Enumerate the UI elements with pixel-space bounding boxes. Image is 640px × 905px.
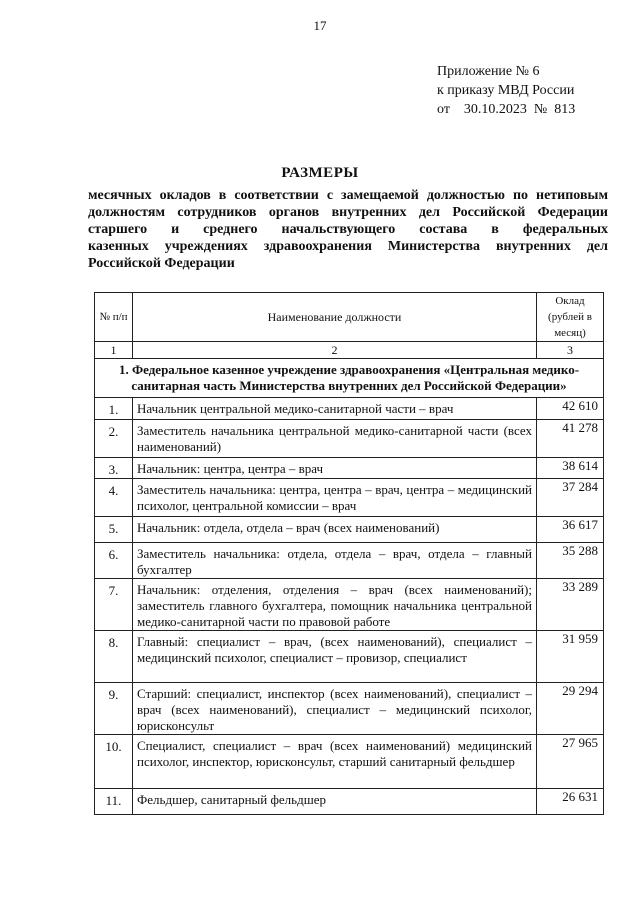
header-num: № п/п bbox=[95, 293, 133, 342]
salary-value: 37 284 bbox=[537, 479, 604, 517]
table-row bbox=[95, 543, 604, 579]
table-row bbox=[95, 579, 604, 631]
salary-value: 36 617 bbox=[537, 517, 604, 543]
subheading-line: Российской Федерации bbox=[88, 256, 235, 271]
salary-value: 26 631 bbox=[537, 789, 604, 815]
salary-value: 27 965 bbox=[537, 735, 604, 789]
column-number: 3 bbox=[537, 342, 604, 359]
table-row bbox=[95, 735, 604, 789]
page-number: 17 bbox=[313, 18, 327, 33]
subheading-line: казенных учреждениях здравоохранения Министерства внутренних дел bbox=[88, 239, 608, 254]
position-name: Заместитель начальника: отдела, отдела – врач, отдела – главный бухгалтер bbox=[133, 543, 537, 579]
appendix-date: от 30.10.2023 № 813 bbox=[437, 102, 576, 117]
row-number: 11. bbox=[95, 789, 133, 815]
table-row bbox=[95, 683, 604, 735]
subheading-line: должностям сотрудников органов внутренних дел Российской Федерации bbox=[88, 205, 608, 220]
row-number: 10. bbox=[95, 735, 133, 789]
column-number-row bbox=[95, 342, 604, 359]
subheading-line: старшего и среднего начальствующего состава в федеральных bbox=[88, 222, 608, 237]
row-number: 1. bbox=[95, 398, 133, 420]
table-row bbox=[95, 517, 604, 543]
section-title: 1. Федеральное казенное учреждение здравоохранения «Центральная медико-санитарная часть Министерства внутренних дел Российской Федерации» bbox=[95, 359, 604, 398]
position-name: Фельдшер, санитарный фельдшер bbox=[133, 789, 537, 815]
salary-value: 31 959 bbox=[537, 631, 604, 683]
position-name: Специалист, специалист – врач (всех наименований) медицинский психолог, инспектор, юрисконсульт, старший санитарный фельдшер bbox=[133, 735, 537, 789]
table-header-row bbox=[95, 293, 604, 342]
row-number: 7. bbox=[95, 579, 133, 631]
row-number: 3. bbox=[95, 458, 133, 479]
document-heading: РАЗМЕРЫ bbox=[281, 165, 359, 181]
row-number: 5. bbox=[95, 517, 133, 543]
position-name: Начальник: отдела, отдела – врач (всех наименований) bbox=[133, 517, 537, 543]
table-row bbox=[95, 789, 604, 815]
appendix-title: Приложение № 6 bbox=[437, 64, 540, 79]
table-row bbox=[95, 420, 604, 458]
row-number: 6. bbox=[95, 543, 133, 579]
salary-value: 38 614 bbox=[537, 458, 604, 479]
table-row bbox=[95, 458, 604, 479]
document-subheading bbox=[88, 187, 608, 272]
row-number: 9. bbox=[95, 683, 133, 735]
salary-value: 35 288 bbox=[537, 543, 604, 579]
table-body bbox=[95, 398, 604, 815]
position-name: Главный: специалист – врач, (всех наименований), специалист – медицинский психолог, специалист – провизор, специалист bbox=[133, 631, 537, 683]
position-name: Начальник: центра, центра – врач bbox=[133, 458, 537, 479]
position-name: Заместитель начальника: центра, центра – врач, центра – медицинский психолог, центральной комиссии – врач bbox=[133, 479, 537, 517]
position-name: Начальник центральной медико-санитарной части – врач bbox=[133, 398, 537, 420]
table-row bbox=[95, 631, 604, 683]
row-number: 4. bbox=[95, 479, 133, 517]
salary-value: 41 278 bbox=[537, 420, 604, 458]
position-name: Заместитель начальника центральной медико-санитарной части (всех наименований) bbox=[133, 420, 537, 458]
table-row bbox=[95, 479, 604, 517]
section-title-row bbox=[95, 359, 604, 398]
salary-value: 33 289 bbox=[537, 579, 604, 631]
salary-value: 42 610 bbox=[537, 398, 604, 420]
header-salary: Оклад (рублей в месяц) bbox=[537, 293, 604, 342]
position-name: Начальник: отделения, отделения – врач (всех наименований); заместитель главного бухгалтера, помощник начальника центральной медико-санитарной части по правовой работе bbox=[133, 579, 537, 631]
appendix-order: к приказу МВД России bbox=[437, 83, 575, 98]
subheading-line: месячных окладов в соответствии с замещаемой должностью по нетиповым bbox=[88, 188, 608, 203]
row-number: 2. bbox=[95, 420, 133, 458]
salary-table bbox=[94, 292, 604, 815]
header-name: Наименование должности bbox=[133, 293, 537, 342]
salary-value: 29 294 bbox=[537, 683, 604, 735]
column-number: 1 bbox=[95, 342, 133, 359]
row-number: 8. bbox=[95, 631, 133, 683]
column-number: 2 bbox=[133, 342, 537, 359]
position-name: Старший: специалист, инспектор (всех наименований), специалист – врач (всех наименований), специалист – медицинский психолог, юрисконсульт bbox=[133, 683, 537, 735]
table-row bbox=[95, 398, 604, 420]
appendix-block bbox=[437, 62, 575, 119]
